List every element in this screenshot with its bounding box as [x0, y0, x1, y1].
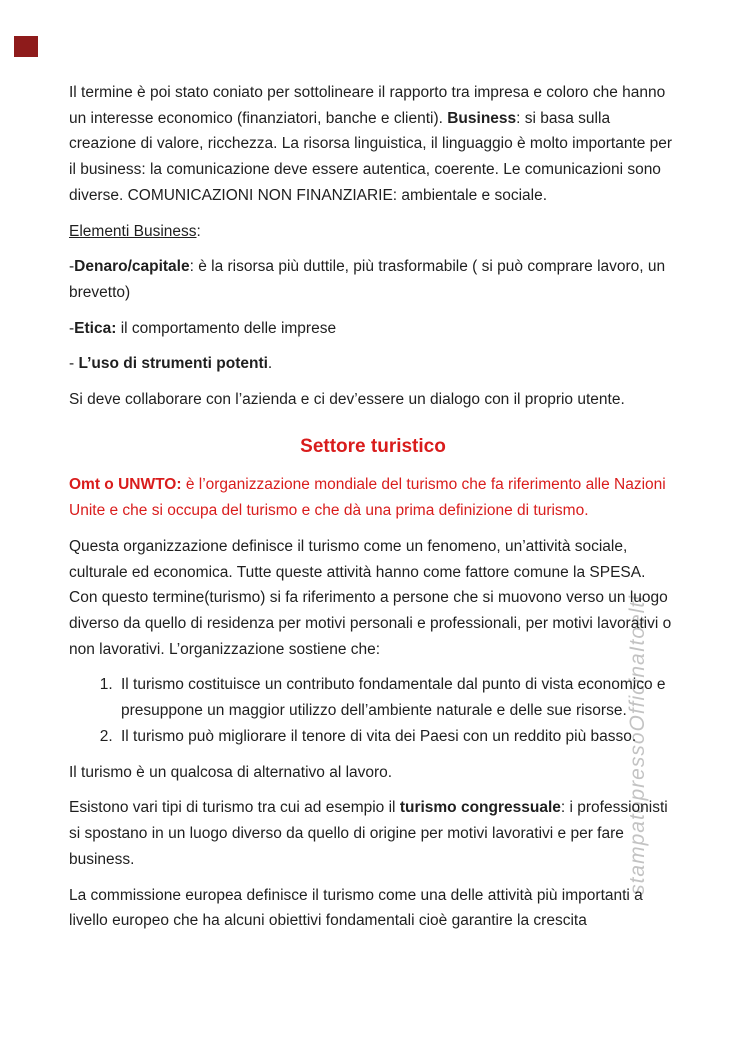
denaro-dash: -: [69, 258, 75, 276]
omt-bold-lead: Omt o UNWTO:: [69, 476, 182, 494]
etica-bold-lead: Etica:: [74, 319, 117, 337]
heading-elementi-business: [69, 219, 677, 245]
intro-run-2: : si basa sulla creazione di valore, ricchezza. La risorsa linguistica, il linguaggio è molto importante per il business: la comunicazione deve essere autentica, coerente. Le comunicazioni sono diverse. COMUNICAZIONI NON FINANZIARIE: ambientale e sociale.: [69, 109, 673, 204]
numbered-list-turismo: [69, 672, 677, 749]
etica-dash: -: [69, 319, 75, 337]
document-content: [69, 80, 677, 944]
elementi-heading-colon: :: [196, 222, 201, 240]
uso-dash: -: [69, 355, 79, 373]
paragraph-omt-unwto: [69, 472, 677, 523]
heading-settore-turistico: Settore turistico: [300, 435, 446, 457]
omt-text: è l’organizzazione mondiale del turismo che fa riferimento alle Nazioni Unite e che si occupa del turismo e che dà una prima definizione di turismo.: [69, 476, 666, 520]
paragraph-alternativo: Il turismo è un qualcosa di alternativo al lavoro.: [69, 763, 393, 781]
intro-run-business-bold: Business: [447, 109, 517, 127]
item-uso-strumenti: [69, 351, 677, 377]
watermark-text: stampatopressoOfficinaItoelti: [626, 595, 649, 895]
esistono-bold-congressuale: turismo congressuale: [399, 799, 561, 817]
corner-red-mark: [14, 36, 38, 57]
paragraph-questa-organizzazione: Questa organizzazione definisce il turismo come un fenomeno, un’attività sociale, culturale ed economica. Tutte queste attività hanno come fattore comune la SPESA. Con questo termine(turismo) si fa riferimento a persone che si muovono verso un luogo diverso da quello di residenza per motivi personali e professionali, per motivi lavorativi o non lavorativi. L’organizzazione sostiene che:: [69, 537, 672, 658]
esistono-run-1: Esistono vari tipi di turismo tra cui ad esempio il: [69, 799, 400, 817]
paragraph-esistono: [69, 795, 677, 872]
denaro-text: : è la risorsa più duttile, più trasformabile ( si può comprare lavoro, un brevetto): [69, 258, 666, 302]
paragraph-commissione-europea: La commissione europea definisce il turismo come una delle attività più importanti a livello europeo che ha alcuni obiettivi fondamentali cioè garantire la crescita: [69, 886, 643, 930]
item-denaro-capitale: [69, 254, 677, 305]
esistono-run-2: : i professionisti si spostano in un luogo diverso da quello di origine per motivi lavorativi e per fare business.: [69, 799, 668, 868]
etica-text: il comportamento delle imprese: [116, 319, 337, 337]
uso-period: .: [267, 355, 273, 373]
list-item-1: 1. Il turismo costituisce un contributo fondamentale dal punto di vista economico e presuppone un maggior utilizzo dell’ambiente naturale e delle sue risorse.: [117, 672, 677, 723]
item-etica: [69, 316, 677, 342]
paragraph-collaborare: Si deve collaborare con l’azienda e ci dev’essere un dialogo con il proprio utente.: [69, 391, 625, 409]
elementi-heading-underlined: Elementi Business: [69, 222, 197, 240]
uso-bold-lead: L’uso di strumenti potenti: [78, 355, 268, 373]
list-item-2: 2. Il turismo può migliorare il tenore di vita dei Paesi con un reddito più basso.: [117, 724, 677, 750]
denaro-bold-lead: Denaro/capitale: [74, 258, 190, 276]
intro-run-1: Il termine è poi stato coniato per sottolineare il rapporto tra impresa e coloro che hanno un interesse economico (finanziatori, banche e clienti).: [69, 84, 666, 127]
paragraph-intro: [69, 80, 677, 209]
